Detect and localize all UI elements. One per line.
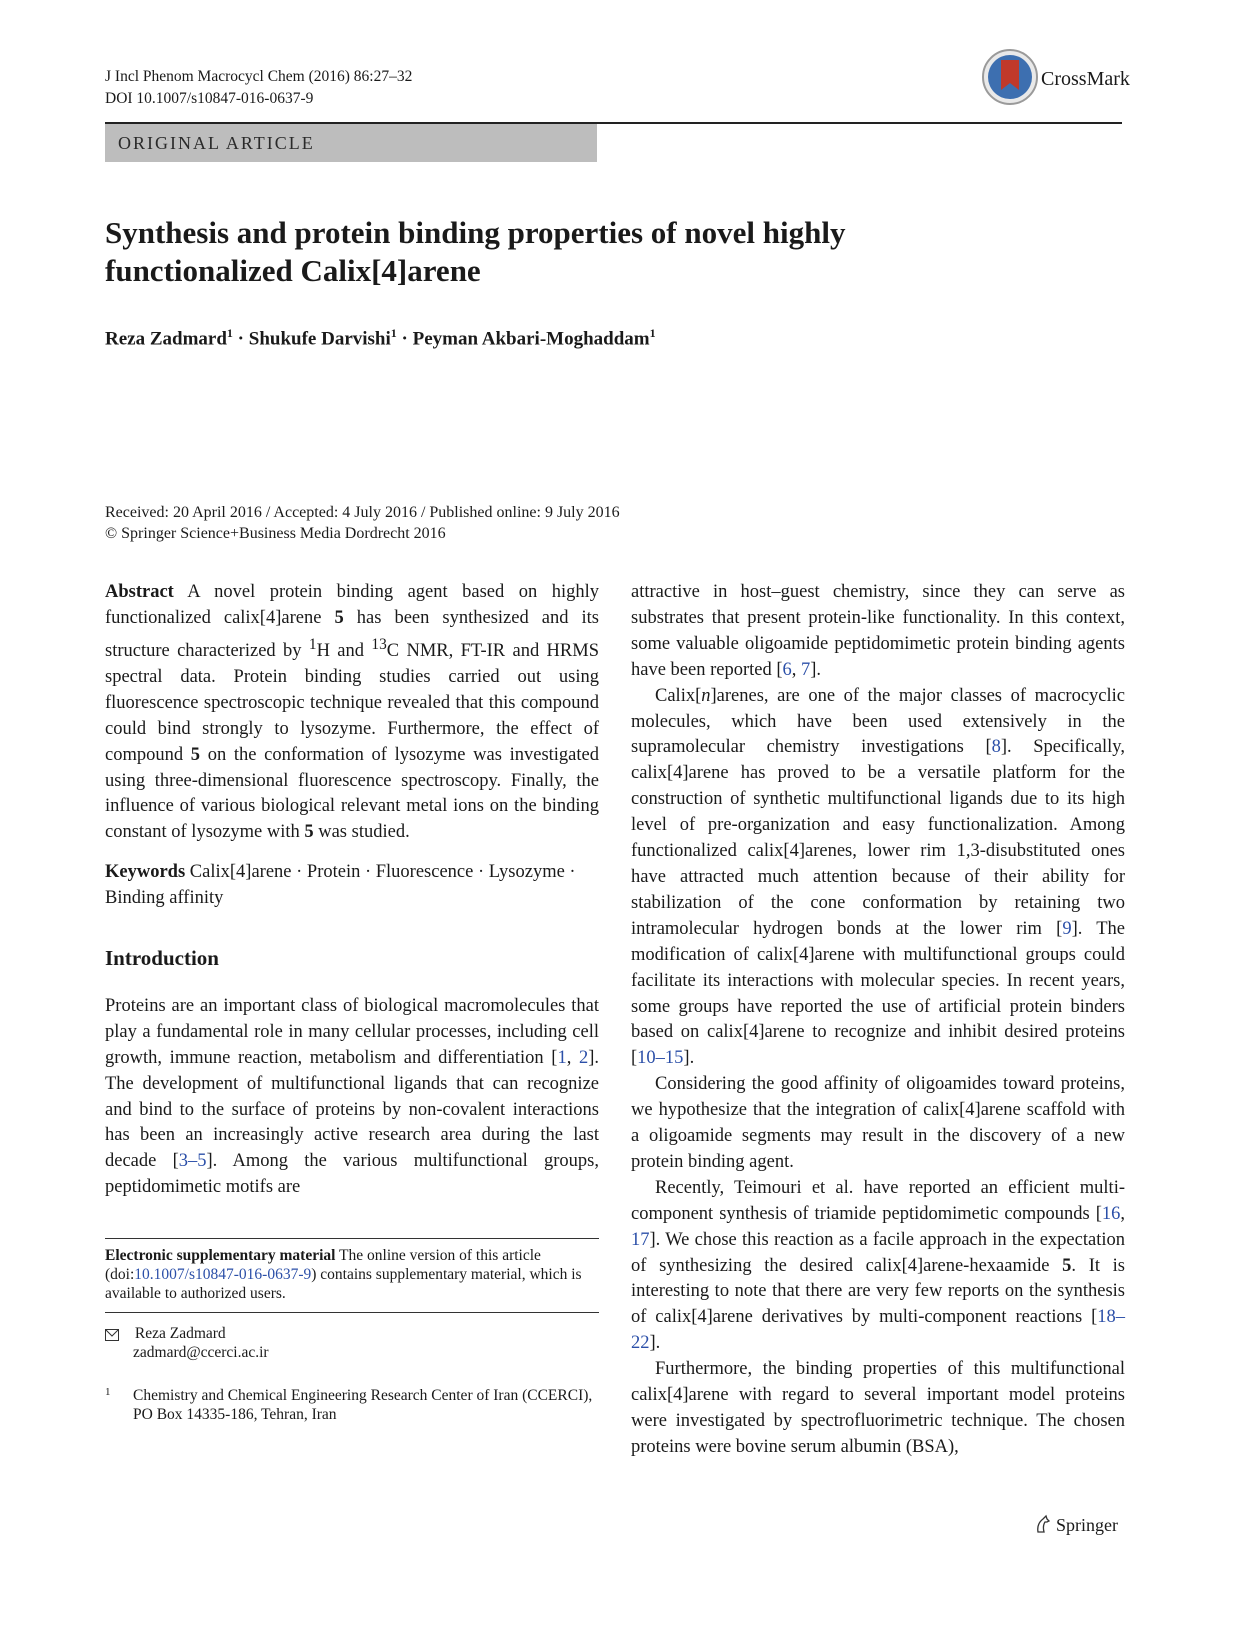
section-heading-introduction: Introduction: [105, 946, 219, 971]
citation-link[interactable]: 8: [991, 737, 1001, 758]
crossmark-label: CrossMark: [1041, 68, 1130, 90]
publisher-logo: [1034, 1514, 1118, 1536]
author-name[interactable]: Peyman Akbari-Moghaddam: [412, 328, 650, 350]
footnote-rule: [105, 1312, 599, 1313]
publisher-name: Springer: [1056, 1515, 1118, 1535]
author-affiliation: 1: [226, 326, 233, 340]
author-affiliation: 1: [649, 326, 656, 340]
abstract: Abstract A novel protein binding agent based on highly functionalized calix[4]arene 5 has been synthesized and its structure characterized by $^1$H and $^{13}$C NMR, FT-IR and HRMS spectral data. Protein binding studies carried out using fluorescence spectroscopic technique revealed that this compound could bind strongly to lysozyme. Furthermore, the effect of compound 5 on the conformation of lysozyme was investigated using three-dimensional fluorescence spectroscopy. Finally, the influence of various biological relevant metal ions on the binding constant of lysozyme with 5 was studied.: [105, 582, 599, 843]
footnote-rule: [105, 1238, 599, 1239]
doi[interactable]: DOI 10.1007/s10847-016-0637-9: [105, 90, 314, 107]
author-name[interactable]: Reza Zadmard: [105, 328, 227, 350]
left-column: [105, 580, 599, 1201]
body-paragraph: attractive in host–guest chemistry, since they can serve as substrates that present protein-like functionality. In this context, some valuable oligoamide peptidomimetic protein binding agents have been reported [6, 7].: [631, 582, 1125, 680]
citation-link[interactable]: 1: [557, 1047, 567, 1068]
citation-link[interactable]: 16: [1101, 1203, 1121, 1224]
body-paragraph: Furthermore, the binding properties of this multifunctional calix[4]arene with regard to several important model proteins were investigated by spectrofluorimetric technique. The chosen proteins were bovine serum albumin (BSA),: [631, 1359, 1125, 1457]
citation-link[interactable]: 17: [631, 1229, 650, 1250]
history-dates: Received: 20 April 2016 / Accepted: 4 July 2016 / Published online: 9 July 2016: [105, 504, 620, 521]
affiliation-note: [105, 1386, 599, 1424]
author-separator: ·: [396, 328, 413, 350]
envelope-icon: [105, 1329, 119, 1341]
corresponding-author-email[interactable]: zadmard@ccerci.ac.ir: [133, 1344, 269, 1361]
keywords-label: Keywords: [105, 862, 186, 883]
corresponding-author: [105, 1324, 599, 1362]
crossmark-badge[interactable]: [981, 48, 1130, 112]
copyright: © Springer Science+Business Media Dordrecht 2016: [105, 525, 446, 542]
citation-link[interactable]: 2: [578, 1047, 589, 1068]
author-name[interactable]: Shukufe Darvishi: [248, 328, 391, 350]
keywords: [105, 860, 599, 912]
author-separator: ·: [232, 328, 249, 350]
article-type-banner: ORIGINAL ARTICLE: [105, 124, 597, 162]
body-paragraph: Calix[n]arenes, are one of the major classes of macrocyclic molecules, which have been used extensively in the supramolecular chemistry investigations [8]. Specifically, calix[4]arene has proved to be a versatile platform for the construction of synthetic multifunctional ligands due to its high level of pre-organization and easy functionalization. Among functionalized calix[4]arenes, lower rim 1,3-disubstituted ones have attracted much attention because of their ability for stabilization of the cone conformation by retaining two intramolecular hydrogen bonds at the lower rim [9]. The modification of calix[4]arene with multifunctional groups could facilitate its interactions with molecular species. In recent years, some groups have reported the use of artificial protein binders based on calix[4]arene to recognize and inhibit desired proteins [10–15].: [631, 685, 1125, 1069]
citation-link[interactable]: 9: [1062, 918, 1072, 939]
journal-citation: J Incl Phenom Macrocycl Chem (2016) 86:27–32: [105, 68, 413, 85]
intro-paragraph: Proteins are an important class of biological macromolecules that play a fundamental role in many cellular processes, including cell growth, immune reaction, metabolism and differentiation [1, 2]. The development of multifunctional ligands that can recognize and bind to the surface of proteins by non-covalent interactions has been an increasingly active research area during the last decade [3–5]. Among the various multifunctional groups, peptidomimetic motifs are: [105, 995, 600, 1198]
springer-horse-icon: [1034, 1514, 1052, 1534]
citation-link[interactable]: 18–22: [631, 1307, 1125, 1354]
body-paragraph: Recently, Teimouri et al. have reported an efficient multi-component synthesis of triamide peptidomimetic compounds [16, 17]. We chose this reaction as a facile approach in the expectation of synthesizing the desired calix[4]arene-hexaamide 5. It is interesting to note that there are very few reports on the synthesis of calix[4]arene derivatives by multi-component reactions [18–22].: [631, 1177, 1125, 1354]
author-list: [105, 326, 656, 350]
crossmark-icon: [981, 48, 1039, 106]
paper-title: Synthesis and protein binding properties of novel highly functionalized Calix[4]arene: [105, 215, 846, 288]
right-column: [631, 580, 1125, 1461]
keywords-text: Calix[4]arene · Protein · Fluorescence · Lysozyme · Binding affinity: [105, 862, 576, 909]
supplementary-note: Electronic supplementary material The online version of this article (doi:10.1007/s10847-016-0637-9) contains supplementary material, which is available to authorized users.: [105, 1247, 582, 1302]
citation-link[interactable]: 6: [782, 659, 792, 680]
body-paragraph: Considering the good affinity of oligoamides toward proteins, we hypothesize that the integration of calix[4]arene scaffold with a oligoamide segments may result in the discovery of a new protein binding agent.: [631, 1074, 1125, 1172]
citation-link[interactable]: 7: [801, 659, 811, 680]
citation-link[interactable]: 3–5: [178, 1151, 207, 1172]
citation-link[interactable]: 10–15: [637, 1048, 684, 1069]
doi-link[interactable]: 10.1007/s10847-016-0637-9: [134, 1266, 312, 1283]
affiliation-text: Chemistry and Chemical Engineering Research Center of Iran (CCERCI), PO Box 14335-186, Tehran, Iran: [133, 1387, 593, 1423]
author-affiliation: 1: [390, 326, 397, 340]
corresponding-author-name: Reza Zadmard: [134, 1325, 226, 1342]
abstract-label: Abstract: [105, 582, 174, 602]
publication-history: [105, 502, 620, 544]
affiliation-number: 1: [105, 1386, 111, 1398]
journal-info: [105, 66, 412, 110]
